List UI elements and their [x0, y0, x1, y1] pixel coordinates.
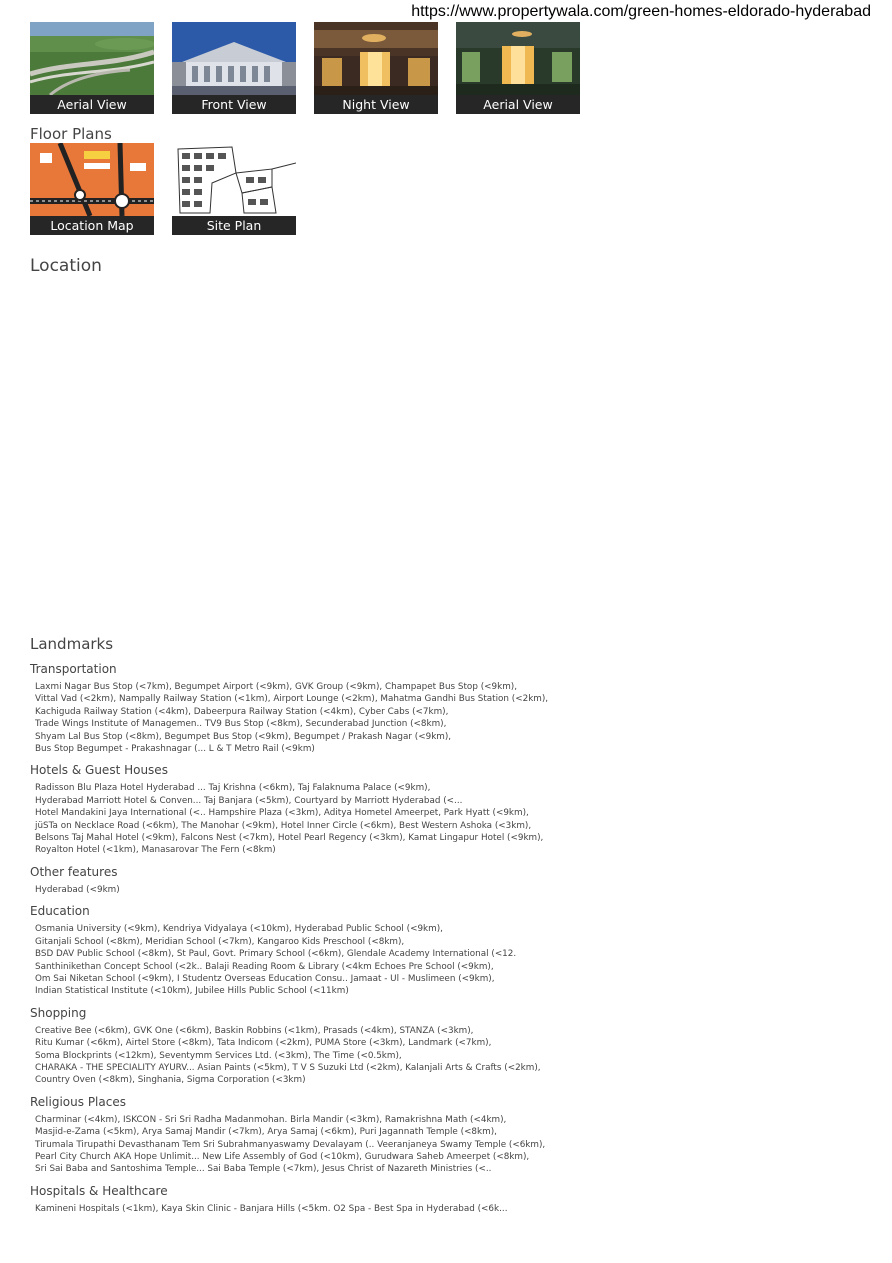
landmark-line: jüSTa on Necklace Road (<6km), The Manohar (<9km), Hotel Inner Circle (<6km), Best Western Ashoka (<3km),	[35, 820, 532, 831]
landmarks-list	[30, 662, 870, 1223]
landmark-category	[30, 1184, 870, 1215]
landmark-line: Radisson Blu Plaza Hotel Hyderabad ... Taj Krishna (<6km), Taj Falaknuma Palace (<9km),	[35, 783, 431, 794]
landmark-line: Laxmi Nagar Bus Stop (<7km), Begumpet Airport (<9km), GVK Group (<9km), Champapet Bus Stop (<9km),	[35, 682, 517, 692]
landmark-category-title: Religious Places	[30, 1094, 126, 1109]
night-aerial-photo	[456, 22, 580, 95]
night-photo	[314, 22, 438, 95]
landmark-category	[30, 904, 870, 997]
landmark-line: Hyderabad (<9km)	[35, 884, 120, 895]
landmark-line: Trade Wings Institute of Managemen.. TV9 Bus Stop (<8km), Secunderabad Junction (<8km),	[35, 719, 447, 730]
floor-plans-heading: Floor Plans	[30, 125, 112, 143]
landmark-category	[30, 1006, 870, 1087]
landmarks-heading: Landmarks	[30, 635, 114, 653]
photo-gallery	[30, 22, 598, 114]
landmark-line: Shyam Lal Bus Stop (<8km), Begumpet Bus Stop (<9km), Begumpet / Prakash Nagar (<9km),	[35, 731, 452, 742]
landmark-line: Gitanjali School (<8km), Meridian School (<7km), Kangaroo Kids Preschool (<8km),	[35, 936, 405, 947]
floor-thumb-location-map[interactable]	[30, 143, 154, 235]
gallery-thumb-front-view[interactable]	[172, 22, 296, 114]
landmark-line: BSD DAV Public School (<8km), St Paul, Govt. Primary School (<6km), Glendale Academy International (<12.	[35, 949, 517, 960]
floor-plan-gallery	[30, 143, 314, 235]
landmark-line: Pearl City Church AKA Hope Unlimit... New Life Assembly of God (<10km), Gurudwara Saheb Ameerpet (<8km),	[35, 1151, 530, 1162]
thumb-caption: Location Map	[30, 216, 154, 235]
landmark-line: Vittal Vad (<2km), Nampally Railway Station (<1km), Airport Lounge (<2km), Mahatma Gandhi Bus Station (<2km),	[35, 694, 549, 705]
thumb-caption: Aerial View	[30, 95, 154, 114]
gallery-thumb-aerial-view[interactable]	[30, 22, 154, 114]
landmark-category-title: Shopping	[30, 1005, 87, 1020]
thumb-caption: Night View	[314, 95, 438, 114]
landmark-line: Bus Stop Begumpet - Prakashnagar (... L & T Metro Rail (<9km)	[35, 744, 315, 755]
landmark-line: Royalton Hotel (<1km), Manasarovar The Fern (<8km)	[35, 845, 276, 856]
site-plan	[172, 143, 296, 216]
location-map	[30, 143, 154, 216]
landmark-category-title: Transportation	[30, 662, 117, 676]
landmark-category-title: Education	[30, 904, 90, 919]
gallery-thumb-night-view[interactable]	[314, 22, 438, 114]
landmark-line: Indian Statistical Institute (<10km), Jubilee Hills Public School (<11km)	[35, 986, 349, 997]
landmark-category	[30, 763, 870, 856]
location-map-area[interactable]	[30, 284, 850, 624]
landmark-line: Charminar (<4km), ISKCON - Sri Sri Radha Madanmohan. Birla Mandir (<3km), Ramakrishna Math (<4km),	[35, 1114, 507, 1125]
landmark-line: Kachiguda Railway Station (<4km), Dabeerpura Railway Station (<4km), Cyber Cabs (<7km),	[35, 706, 449, 717]
front-photo	[172, 22, 296, 95]
landmark-category	[30, 1095, 870, 1176]
landmark-line: Tirumala Tirupathi Devasthanam Tem Sri Subrahmanyaswamy Devalayam (.. Veeranjaneya Swamy Temple (<6km),	[35, 1139, 546, 1150]
landmark-category	[30, 865, 870, 896]
landmark-line: Hotel Mandakini Jaya International (<.. Hampshire Plaza (<3km), Aditya Hometel Ameerpet, Park Hyatt (<9km),	[35, 808, 529, 819]
landmark-line: Masjid-e-Zama (<5km), Arya Samaj Mandir (<7km), Arya Samaj (<6km), Puri Jagannath Temple (<8km),	[35, 1127, 497, 1138]
thumb-caption: Site Plan	[172, 216, 296, 235]
landmark-line: Soma Blockprints (<12km), Seventymm Services Ltd. (<3km), The Time (<0.5km),	[35, 1050, 402, 1061]
page-url[interactable]: https://www.propertywala.com/green-homes-eldorado-hyderabad	[411, 3, 871, 20]
landmark-category-title: Hotels & Guest Houses	[30, 763, 168, 778]
landmark-line: Sri Sai Baba and Santoshima Temple... Sai Baba Temple (<7km), Jesus Christ of Nazareth Ministries (<..	[35, 1164, 492, 1175]
landmark-line: Osmania University (<9km), Kendriya Vidyalaya (<10km), Hyderabad Public School (<9km),	[35, 924, 443, 935]
floor-thumb-site-plan[interactable]	[172, 143, 296, 235]
aerial-photo	[30, 22, 154, 95]
landmark-line: Belsons Taj Mahal Hotel (<9km), Falcons Nest (<7km), Hotel Pearl Regency (<3km), Kamat Lingapur Hotel (<9km),	[35, 833, 544, 844]
landmark-line: CHARAKA - THE SPECIALITY AYURV... Asian Paints (<5km), T V S Suzuki Ltd (<2km), Kalanjali Arts & Crafts (<2km),	[35, 1062, 541, 1073]
gallery-thumb-aerial-view-night[interactable]	[456, 22, 580, 114]
landmark-line: Ritu Kumar (<6km), Airtel Store (<8km), Tata Indicom (<2km), PUMA Store (<3km), Landmark (<7km),	[35, 1038, 492, 1049]
landmark-category-title: Other features	[30, 864, 118, 879]
landmark-line: Country Oven (<8km), Singhania, Sigma Corporation (<3km)	[35, 1075, 306, 1086]
landmark-line: Om Sai Niketan School (<9km), I Studentz Overseas Education Consu.. Jamaat - Ul - Muslimeen (<9km),	[35, 973, 495, 984]
location-heading: Location	[30, 256, 102, 276]
landmark-line: Creative Bee (<6km), GVK One (<6km), Baskin Robbins (<1km), Prasads (<4km), STANZA (<3km),	[35, 1025, 474, 1036]
landmark-category	[30, 662, 870, 755]
landmark-category-title: Hospitals & Healthcare	[30, 1183, 168, 1198]
landmark-line: Santhinikethan Concept School (<2k.. Balaji Reading Room & Library (<4km Echoes Pre School (<9km),	[35, 961, 494, 972]
thumb-caption: Front View	[172, 95, 296, 114]
landmark-line: Kamineni Hospitals (<1km), Kaya Skin Clinic - Banjara Hills (<5km. O2 Spa - Best Spa in Hyderabad (<6k...	[35, 1203, 508, 1214]
thumb-caption: Aerial View	[456, 95, 580, 114]
landmark-line: Hyderabad Marriott Hotel & Conven... Taj Banjara (<5km), Courtyard by Marriott Hyderabad (<...	[35, 795, 463, 806]
